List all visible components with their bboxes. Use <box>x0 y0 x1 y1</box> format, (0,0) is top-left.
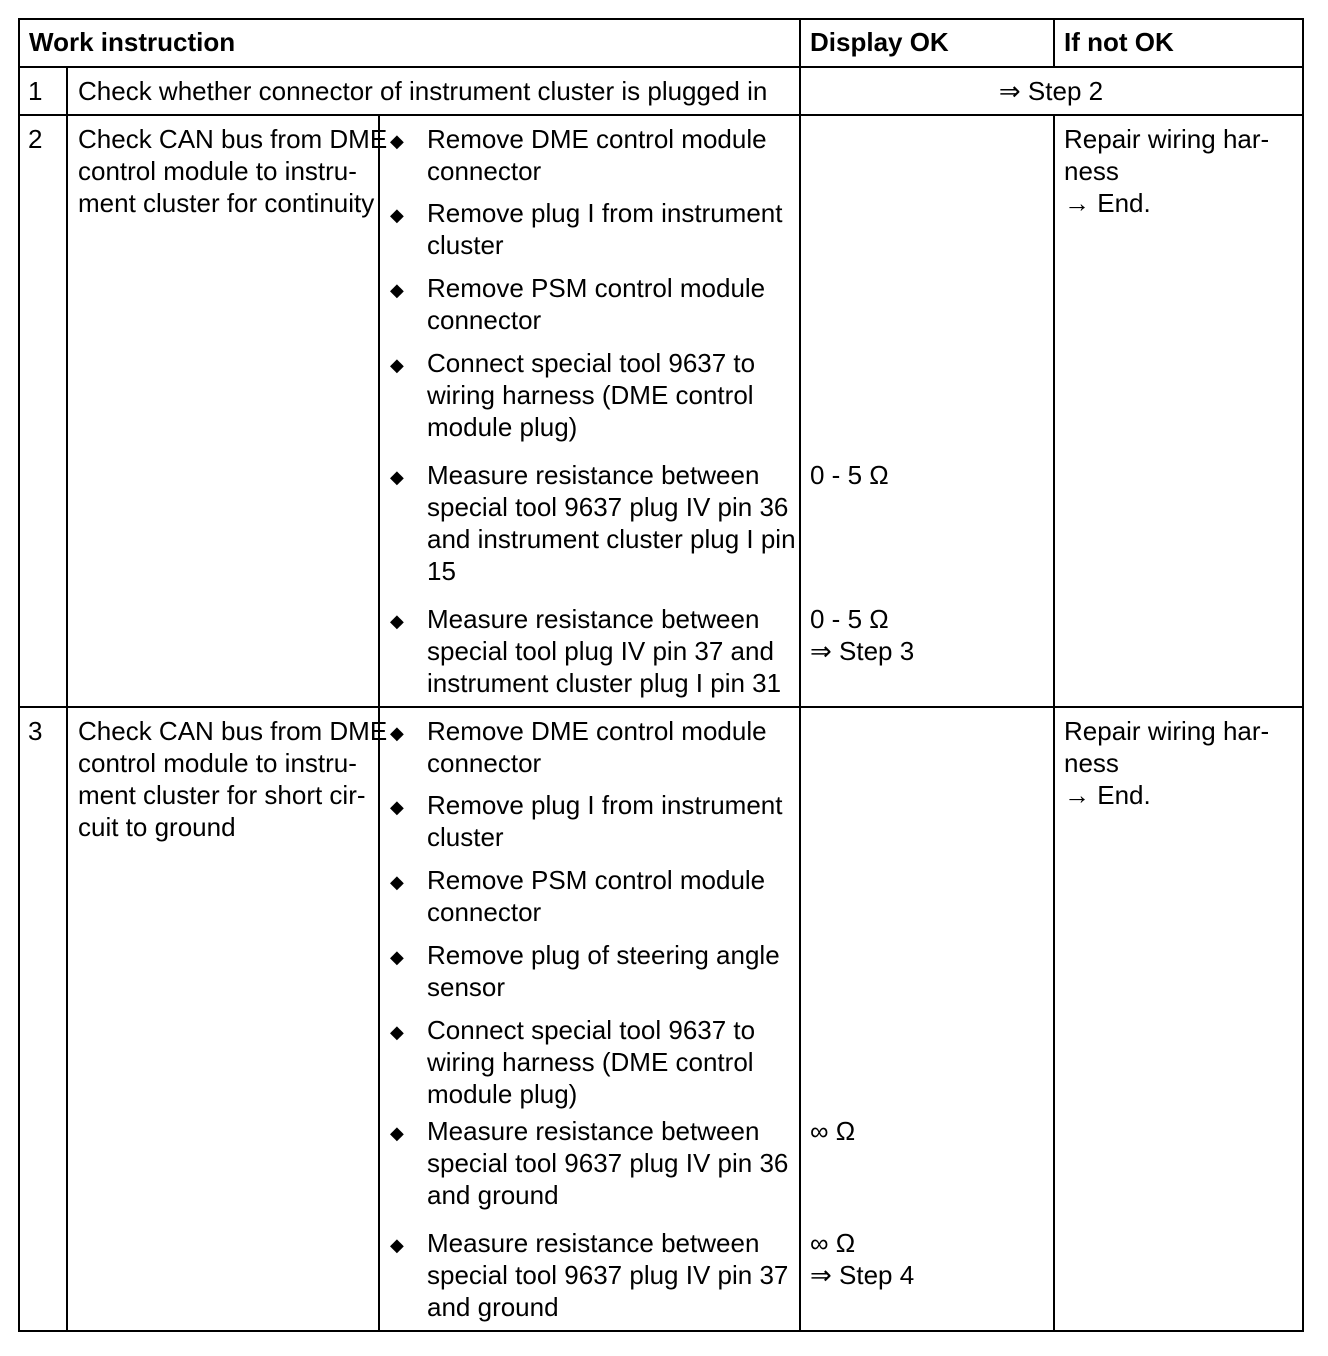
row-3-step-7 <box>427 1227 788 1323</box>
row-2-step-6-display-ok <box>810 603 914 667</box>
if-not-ok-line: Repair wiring har- <box>1064 716 1270 746</box>
col-divider-if-not-ok <box>1053 116 1055 1330</box>
row-2-step-5 <box>427 459 796 587</box>
step-line: and instrument cluster plug I pin <box>427 524 796 554</box>
row-3-description-line: control module to instru- <box>78 748 357 778</box>
row-2-step-1 <box>427 123 767 187</box>
bullet-icon: ◆ <box>390 872 404 892</box>
bullet-icon: ◆ <box>390 1022 404 1042</box>
step-line: and ground <box>427 1292 559 1322</box>
row-divider-2 <box>20 706 1302 708</box>
display-ok-value: ∞ Ω <box>810 1116 856 1146</box>
bullet-icon: ◆ <box>390 797 404 817</box>
row-3-description-line: ment cluster for short cir- <box>78 780 366 810</box>
step-line: sensor <box>427 972 506 1002</box>
step-line: connector <box>427 897 542 927</box>
row-2-description-line: ment cluster for continuity <box>78 188 375 218</box>
bullet-icon: ◆ <box>390 205 404 225</box>
bullet-icon: ◆ <box>390 1123 404 1143</box>
row-3-step-7-display-ok <box>810 1227 914 1291</box>
row-2-step-2 <box>427 197 782 261</box>
step-line: connector <box>427 748 542 778</box>
step-line: 15 <box>427 556 456 586</box>
row-2-description <box>78 123 387 219</box>
step-line: Measure resistance between <box>427 1228 760 1258</box>
row-2-if-not-ok <box>1064 123 1269 219</box>
col-divider-number <box>66 68 68 1330</box>
row-3-step-5 <box>427 1014 755 1110</box>
row-2-description-line: control module to instru- <box>78 156 357 186</box>
row-3-step-6-display-ok <box>810 1115 855 1147</box>
step-line: and ground <box>427 1180 559 1210</box>
step-line: Remove DME control module <box>427 124 767 154</box>
step-line: wiring harness (DME control <box>427 380 754 410</box>
row-2-number: 2 <box>28 124 43 154</box>
row-3-step-6 <box>427 1115 788 1211</box>
row-3-if-not-ok <box>1064 715 1269 811</box>
step-line: cluster <box>427 822 504 852</box>
row-divider-1 <box>20 114 1302 116</box>
row-divider-header <box>20 66 1302 68</box>
col-divider-display-ok <box>799 20 801 1330</box>
row-2-step-5-display-ok <box>810 459 889 491</box>
row-2-description-line: Check CAN bus from DME <box>78 124 388 154</box>
step-line: Measure resistance between <box>427 1116 760 1146</box>
row-1-result: ⇒ Step 2 <box>998 76 1104 106</box>
row-3-step-2 <box>427 789 782 853</box>
row-1-instruction: Check whether connector of instrument cluster is plugged in <box>78 76 768 106</box>
row-3-description <box>78 715 387 843</box>
if-not-ok-line: → End. <box>1064 188 1151 218</box>
step-line: Remove plug I from instrument <box>427 198 783 228</box>
bullet-icon: ◆ <box>390 611 404 631</box>
step-line: Connect special tool 9637 to <box>427 1015 756 1045</box>
step-line: wiring harness (DME control <box>427 1047 754 1077</box>
row-3-step-1 <box>427 715 767 779</box>
display-ok-value: 0 - 5 Ω <box>810 460 889 490</box>
row-3-description-line: cuit to ground <box>78 812 236 842</box>
if-not-ok-line: ness <box>1064 748 1119 778</box>
step-line: Connect special tool 9637 to <box>427 348 756 378</box>
step-line: module plug) <box>427 412 578 442</box>
step-line: special tool 9637 plug IV pin 36 <box>427 492 789 522</box>
step-line: Remove plug I from instrument <box>427 790 783 820</box>
row-1-number: 1 <box>28 76 43 106</box>
bullet-icon: ◆ <box>390 1235 404 1255</box>
header-display-ok: Display OK <box>810 27 949 57</box>
step-line: instrument cluster plug I pin 31 <box>427 668 782 698</box>
row-2-step-4 <box>427 347 755 443</box>
row-2-step-3 <box>427 272 765 336</box>
step-line: Remove DME control module <box>427 716 767 746</box>
step-line: Measure resistance between <box>427 460 760 490</box>
step-line: module plug) <box>427 1079 578 1109</box>
step-line: connector <box>427 305 542 335</box>
step-line: special tool plug IV pin 37 and <box>427 636 774 666</box>
header-if-not-ok: If not OK <box>1064 27 1174 57</box>
step-line: connector <box>427 156 542 186</box>
row-3-step-3 <box>427 864 765 928</box>
step-line: Remove PSM control module <box>427 865 766 895</box>
row-3-number: 3 <box>28 716 43 746</box>
if-not-ok-line: ness <box>1064 156 1119 186</box>
if-not-ok-line: → End. <box>1064 780 1151 810</box>
row-3-step-4 <box>427 939 780 1003</box>
bullet-icon: ◆ <box>390 467 404 487</box>
step-line: cluster <box>427 230 504 260</box>
bullet-icon: ◆ <box>390 947 404 967</box>
bullet-icon: ◆ <box>390 131 404 151</box>
header-work-instruction: Work instruction <box>29 27 236 57</box>
display-ok-value: ∞ Ω <box>810 1228 856 1258</box>
step-line: special tool 9637 plug IV pin 37 <box>427 1260 789 1290</box>
bullet-icon: ◆ <box>390 355 404 375</box>
row-3-description-line: Check CAN bus from DME <box>78 716 388 746</box>
row-2-step-6 <box>427 603 781 699</box>
if-not-ok-line: Repair wiring har- <box>1064 124 1270 154</box>
display-ok-value: 0 - 5 Ω <box>810 604 889 634</box>
display-ok-next-step: ⇒ Step 3 <box>810 636 915 666</box>
bullet-icon: ◆ <box>390 723 404 743</box>
step-line: Remove PSM control module <box>427 273 766 303</box>
col-divider-if-not-ok-header <box>1053 20 1055 68</box>
step-line: special tool 9637 plug IV pin 36 <box>427 1148 789 1178</box>
step-line: Measure resistance between <box>427 604 760 634</box>
display-ok-next-step: ⇒ Step 4 <box>810 1260 915 1290</box>
bullet-icon: ◆ <box>390 280 404 300</box>
step-line: Remove plug of steering angle <box>427 940 780 970</box>
